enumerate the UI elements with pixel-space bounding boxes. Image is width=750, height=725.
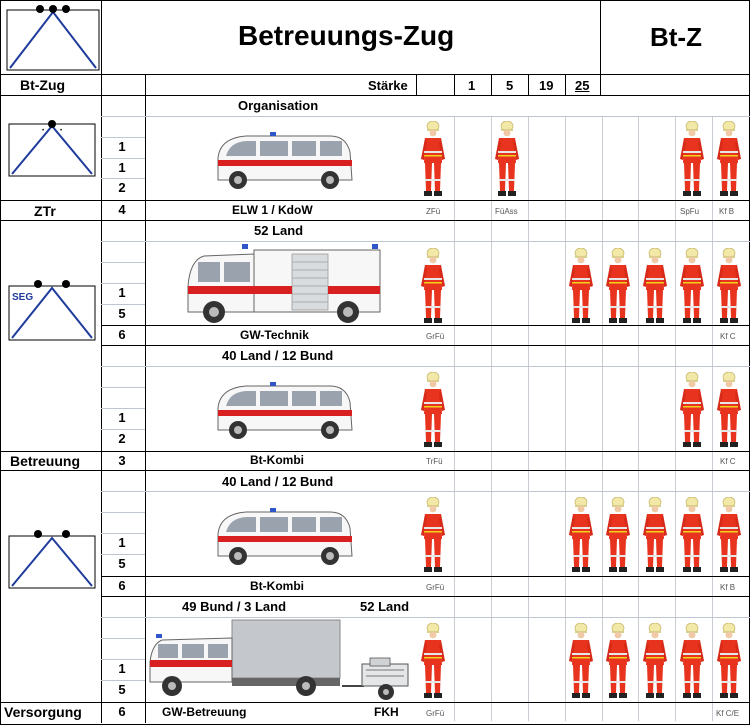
vehicle-name: GW-Betreuung xyxy=(162,705,247,719)
svg-text:•: • xyxy=(60,128,63,134)
section-label-betreuung: Betreuung xyxy=(10,453,80,469)
strength-number: 5 xyxy=(118,682,126,697)
firefighter-icon xyxy=(642,497,668,573)
firefighter-icon xyxy=(420,372,446,448)
firefighter-icon xyxy=(642,623,668,699)
strength-number: 5 xyxy=(118,556,126,571)
strength-number: 1 xyxy=(118,661,126,676)
trailer-icon xyxy=(340,656,412,702)
firefighter-icon xyxy=(716,121,742,197)
unit-symbol-icon xyxy=(4,2,102,72)
unit-code: Bt-Z xyxy=(650,22,702,52)
strength-number: 1 xyxy=(118,139,126,154)
staerke-25: 25 xyxy=(575,78,590,93)
firefighter-icon xyxy=(679,497,705,573)
firefighter-icon xyxy=(420,121,446,197)
firefighter-icon xyxy=(568,623,594,699)
firefighter-icon xyxy=(679,623,705,699)
role-label: Kf C xyxy=(720,457,736,466)
staerke-19: 19 xyxy=(539,78,554,93)
firefighter-icon xyxy=(420,623,446,699)
strength-number: 1 xyxy=(118,410,126,425)
strength-number: 1 xyxy=(118,535,126,550)
vehicle-icon xyxy=(184,242,384,326)
unit-symbol-icon xyxy=(6,526,98,592)
role-label: TrFü xyxy=(426,457,443,466)
firefighter-icon xyxy=(716,623,742,699)
strength-number: 2 xyxy=(118,180,126,195)
strength-number: 1 xyxy=(118,160,126,175)
role-label: Kf C xyxy=(720,332,736,341)
strength-number: 5 xyxy=(118,306,126,321)
section-label-versorgung: Versorgung xyxy=(4,704,82,720)
vehicle-name-right: FKH xyxy=(374,705,399,719)
role-label: Kf B xyxy=(719,207,735,216)
firefighter-icon xyxy=(716,248,742,324)
strength-number: 2 xyxy=(118,431,126,446)
page-title: Betreuungs-Zug xyxy=(238,20,455,51)
strength-total: 4 xyxy=(118,202,126,217)
section-top-label: 40 Land / 12 Bund xyxy=(222,348,334,363)
staerke-label: Stärke xyxy=(368,78,408,93)
vehicle-icon xyxy=(212,380,357,442)
unit-symbol-icon xyxy=(6,276,98,344)
role-label: GrFü xyxy=(426,583,445,592)
section-top-label: 49 Bund / 3 Land xyxy=(182,599,287,614)
role-label: SpFu xyxy=(680,207,700,216)
vehicle-icon xyxy=(212,130,357,192)
firefighter-icon xyxy=(420,248,446,324)
firefighter-icon xyxy=(642,248,668,324)
role-label: GrFü xyxy=(426,709,445,718)
firefighter-icon xyxy=(679,248,705,324)
unit-label: Bt-Zug xyxy=(20,77,66,93)
header-unit-symbol xyxy=(4,2,102,72)
firefighter-icon xyxy=(605,248,631,324)
firefighter-icon xyxy=(605,623,631,699)
role-label: Kf C/E xyxy=(716,709,740,718)
tarp-truck-icon xyxy=(146,618,342,702)
vehicle-name: GW-Technik xyxy=(240,328,309,342)
vehicle-icon xyxy=(212,506,357,568)
vehicle-name: ELW 1 / KdoW xyxy=(232,203,313,217)
section-top-label: Organisation xyxy=(238,98,319,113)
staerke-5: 5 xyxy=(506,78,514,93)
seg-symbol-label: SEG xyxy=(12,292,34,303)
section-top-label: 52 Land xyxy=(254,223,304,238)
role-label: ZFü xyxy=(426,207,441,216)
role-label: FüAss xyxy=(495,207,518,216)
svg-text:•: • xyxy=(42,128,45,134)
unit-symbol-icon xyxy=(6,118,98,180)
firefighter-icon xyxy=(605,497,631,573)
strength-total: 6 xyxy=(118,327,126,342)
section-top-label-right: 52 Land xyxy=(360,599,410,614)
firefighter-icon xyxy=(679,121,705,197)
section-top-label: 40 Land / 12 Bund xyxy=(222,474,334,489)
vehicle-name: Bt-Kombi xyxy=(250,453,304,467)
vehicle-name: Bt-Kombi xyxy=(250,579,304,593)
strength-total: 6 xyxy=(118,578,126,593)
role-label: Kf B xyxy=(720,583,736,592)
role-label: GrFü xyxy=(426,332,445,341)
firefighter-icon xyxy=(679,372,705,448)
firefighter-icon xyxy=(568,248,594,324)
strength-total: 6 xyxy=(118,704,126,719)
firefighter-icon xyxy=(568,497,594,573)
strength-total: 3 xyxy=(118,453,126,468)
firefighter-icon xyxy=(494,121,520,197)
firefighter-icon xyxy=(716,497,742,573)
firefighter-icon xyxy=(420,497,446,573)
strength-number: 1 xyxy=(118,285,126,300)
section-label-ztr: ZTr xyxy=(34,203,56,219)
firefighter-icon xyxy=(716,372,742,448)
staerke-1: 1 xyxy=(468,78,476,93)
